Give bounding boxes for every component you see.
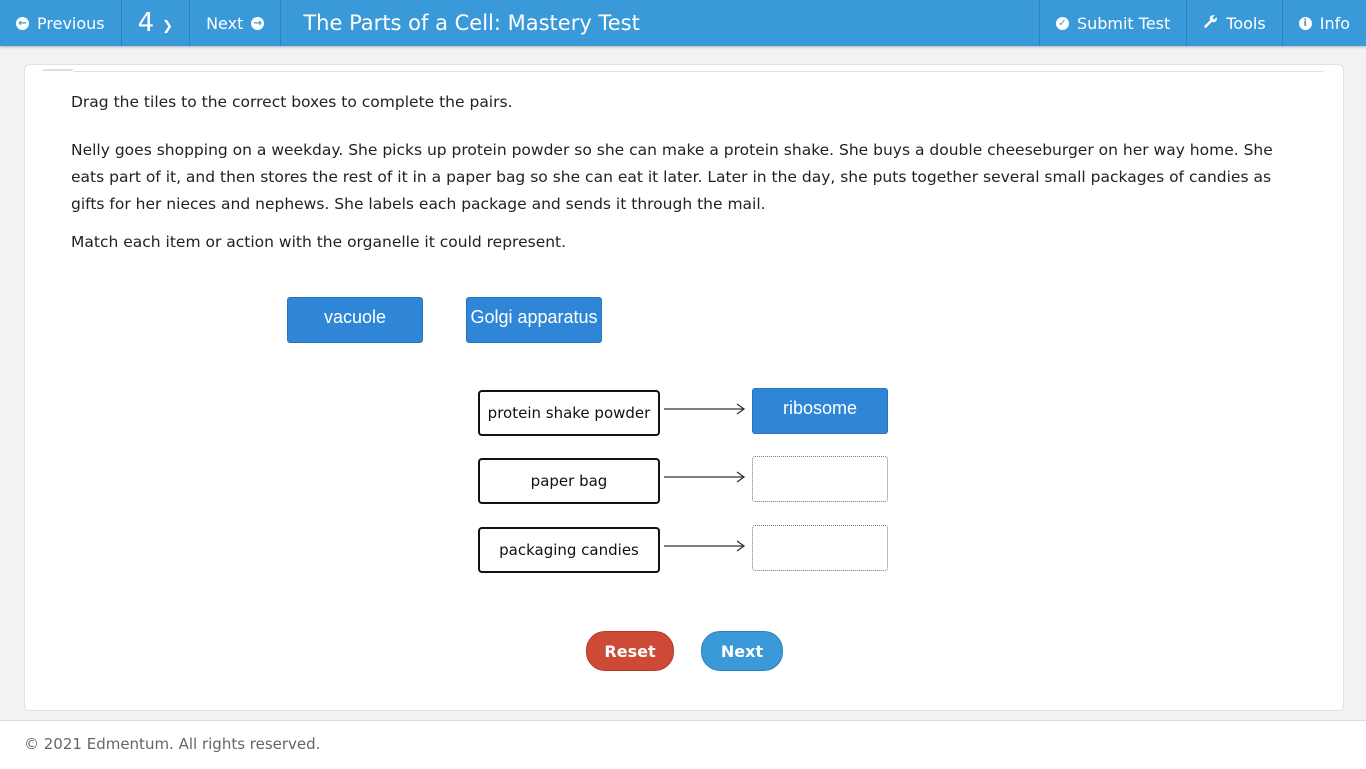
submit-test-button[interactable] — [1039, 0, 1186, 46]
wrench-icon — [1203, 14, 1218, 33]
next-question-label: Next — [206, 13, 244, 33]
info-button[interactable] — [1282, 0, 1366, 46]
info-label: Info — [1319, 13, 1350, 33]
test-title: The Parts of a Cell: Mastery Test — [303, 11, 640, 35]
toolbar-right — [1039, 0, 1366, 46]
chevron-down-icon: ❯ — [162, 18, 174, 34]
card-divider — [73, 71, 1323, 72]
reset-button[interactable]: Reset — [586, 631, 674, 671]
next-button[interactable]: Next — [701, 631, 783, 671]
copyright-text: © 2021 Edmentum. All rights reserved. — [24, 735, 321, 753]
answer-tile-ribosome[interactable]: ribosome — [752, 388, 888, 434]
right-arrow-icon — [664, 471, 746, 483]
pair-item-paper-bag: paper bag — [478, 458, 660, 504]
question-number: 4 — [137, 8, 155, 38]
next-question-button[interactable] — [190, 0, 281, 46]
drop-target-paper-bag[interactable] — [752, 456, 888, 502]
top-navigation-bar — [0, 0, 1366, 46]
pair-item-packaging-candies: packaging candies — [478, 527, 660, 573]
drop-target-packaging-candies[interactable] — [752, 525, 888, 571]
previous-button[interactable] — [0, 0, 122, 46]
tile-golgi-apparatus[interactable]: Golgi apparatus — [466, 297, 602, 343]
footer — [0, 720, 1366, 769]
arrow-right-circle-icon: → — [251, 17, 264, 30]
tile-vacuole[interactable]: vacuole — [287, 297, 423, 343]
prompt-text: Match each item or action with the organelle it could represent. — [71, 233, 567, 251]
right-arrow-icon — [664, 403, 746, 415]
check-circle-icon: ✓ — [1056, 17, 1069, 30]
pair-item-protein-shake-powder: protein shake powder — [478, 390, 660, 436]
question-card — [24, 64, 1344, 711]
card-divider-accent — [43, 69, 73, 71]
arrow-left-circle-icon: ← — [16, 17, 29, 30]
question-number-dropdown[interactable] — [122, 0, 190, 46]
instruction-text: Drag the tiles to the correct boxes to complete the pairs. — [71, 93, 513, 111]
tools-label: Tools — [1226, 13, 1266, 33]
story-text: Nelly goes shopping on a weekday. She picks up protein powder so she can make a protein shake. She buys a double cheeseburger on her way home. She eats part of it, and then stores the rest of it in a paper bag so she can eat it later. Later in the day, she puts together several small packages of candies as gifts for her nieces and nephews. She labels each package and sends it through the mail. — [71, 141, 1273, 213]
previous-label: Previous — [37, 13, 105, 33]
right-arrow-icon — [664, 540, 746, 552]
submit-test-label: Submit Test — [1076, 13, 1171, 33]
tools-button[interactable] — [1186, 0, 1281, 46]
info-circle-icon: i — [1299, 17, 1312, 30]
